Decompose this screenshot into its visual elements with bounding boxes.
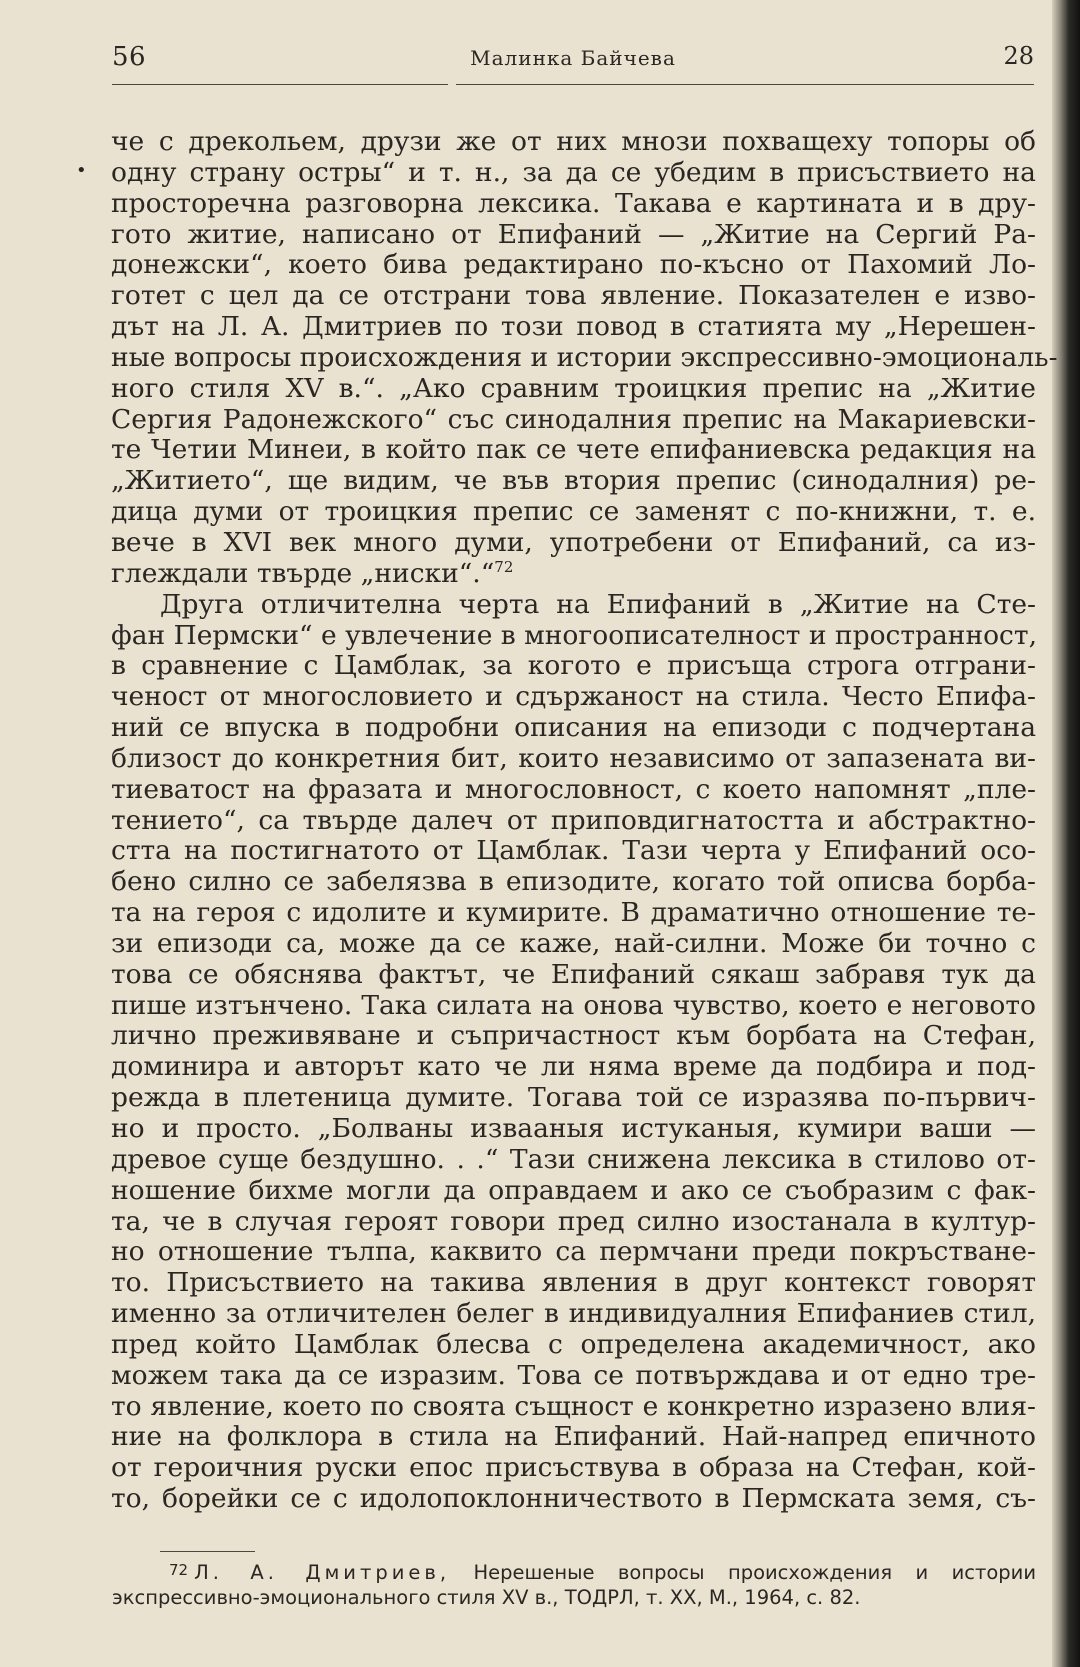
footnote — [112, 1557, 1036, 1611]
text-line-content: та на героя с идолите и кумирите. В драматично отношение те- — [111, 897, 1036, 929]
text-line-content: бено силно се забелязва в епизодите, когато той описва борба- — [111, 866, 1036, 898]
text-line — [111, 806, 1036, 837]
text-line-content: от героичния руски епос присъствува в образа на Стефан, кой- — [111, 1452, 1036, 1484]
text-line-content: ные вопросы происхождения и истории экспрессивно-эмоциональ- — [111, 341, 1058, 373]
text-line-content: то явление, което по своята същност е конкретно изразено влия- — [111, 1390, 1036, 1422]
text-line-content: това се обяснява фактът, че Епифаний сякаш забравя тук да — [111, 958, 1036, 990]
text-line — [111, 341, 1058, 374]
text-line — [111, 713, 1036, 744]
footnote-title: Нерешеные вопросы происхождения и истории — [473, 1561, 1036, 1584]
text-line — [111, 836, 1036, 867]
text-line — [111, 497, 1036, 528]
footnote-line: экспрессивно-эмоционального стиля XV в., ТОДРЛ, т. XX, М., 1964, с. 82. — [112, 1586, 861, 1609]
footnote-rule — [160, 1551, 255, 1552]
text-line-content: пише изтънчено. Така силата на онова чувство, което е неговото — [111, 989, 1036, 1021]
text-line — [111, 158, 1036, 189]
running-head-author: Малинка Байчева — [470, 46, 676, 70]
text-line-content: просторечна разговорна лексика. Такава е картината и в дру- — [111, 187, 1036, 219]
text-line — [111, 559, 1036, 590]
text-line-content: одну страну остры“ и т. н., за да се убедим в присъствието на — [111, 156, 1036, 188]
text-line-content: ний се впуска в подробни описания на епизоди с подчертана — [111, 712, 1036, 744]
text-line — [111, 1114, 1036, 1145]
text-line — [111, 405, 1036, 436]
header-rule-left — [112, 84, 448, 85]
text-line — [111, 528, 1036, 559]
body-text — [111, 126, 1058, 1515]
text-line-content: Друга отличителна черта на Епифаний в „Житие на Сте- — [160, 588, 1036, 620]
text-line-content: дица думи от троицкия препис се заменят с по-книжни, т. е. — [111, 496, 1036, 528]
text-line-content: фан Пермски“ е увлечение в многоописателност и пространност, — [111, 619, 1037, 651]
text-line-content: донежски“, което бива редактирано по-късно от Пахомий Ло- — [111, 249, 1036, 281]
text-line — [111, 1083, 1036, 1114]
text-line — [111, 1207, 1036, 1238]
page-number: 56 — [112, 42, 147, 72]
text-line — [111, 1330, 1036, 1361]
text-line-content: режда в плетеница думите. Тогава той се изразява по-първич- — [111, 1082, 1036, 1114]
text-line — [111, 1422, 1036, 1453]
text-line — [111, 744, 1036, 775]
text-line — [111, 250, 1036, 281]
text-line-content: но и просто. „Болваны извааныя истуканыя, кумири ваши — — [111, 1113, 1036, 1144]
text-line-content: пред който Цамблак блесва с определена академичност, ако — [111, 1328, 1036, 1360]
text-line-content: можем така да се изразим. Това се потвърждава и от едно тре- — [111, 1359, 1036, 1391]
text-line-content: лично преживяване и съпричастност към борбата на Стефан, — [111, 1020, 1036, 1052]
text-line — [111, 1021, 1036, 1052]
text-line — [111, 651, 1036, 682]
text-line — [111, 466, 1036, 497]
text-line — [111, 621, 1036, 652]
header-rule-right — [456, 84, 1034, 85]
text-line-content: те Четии Минеи, в който пак се чете епифаниевска редакция на — [111, 434, 1036, 466]
text-line-content: дът на Л. А. Дмитриев по този повод в статията му „Нерешен- — [111, 311, 1036, 343]
text-line — [111, 898, 1036, 929]
text-line-content: зи епизоди са, може да се каже, най-силни. Може би точно с — [111, 927, 1036, 959]
text-line-content: стта на постигнатото от Цамблак. Тази черта у Епифаний осо- — [111, 835, 1036, 867]
text-line — [111, 775, 1036, 806]
text-line — [111, 991, 1036, 1022]
running-header — [112, 40, 1034, 80]
text-line — [111, 929, 1036, 960]
text-line — [111, 281, 1036, 312]
text-line-content: готет с цел да се отстрани това явление. Показателен е изво- — [111, 280, 1036, 312]
edition-number: 28 — [1003, 42, 1034, 70]
text-line-content: Сергия Радонежского“ със синодалния препис на Макариевски- — [111, 403, 1036, 435]
text-line-content: именно за отличителен белег в индивидуалния Епифаниев стил, — [111, 1298, 1036, 1330]
margin-mark: • — [76, 160, 87, 181]
text-line — [111, 682, 1036, 713]
text-line-content: вече в XVI век много думи, употребени от Епифаний, са из- — [111, 526, 1036, 558]
text-line — [111, 1145, 1036, 1176]
text-line — [111, 220, 1036, 251]
text-line-content: ченост от многословието и сдържаност на стила. Често Епифа- — [111, 681, 1036, 713]
text-line — [111, 1392, 1036, 1423]
text-line — [111, 590, 1036, 621]
footnote-reference: 72 — [494, 557, 514, 576]
text-line — [111, 127, 1036, 158]
text-line-content: та, че в случая героят говори пред силно изостанала в култур- — [111, 1205, 1036, 1237]
text-line-content: то. Присъствието на такива явления в друг контекст говорят — [111, 1267, 1036, 1299]
text-line-content: глеждали твърде „ниски“.“ — [111, 557, 495, 589]
text-line — [111, 1268, 1036, 1299]
text-line-content: гото житие, написано от Епифаний — „Житие на Сергий Ра- — [111, 218, 1036, 250]
text-line — [111, 374, 1036, 405]
text-line — [111, 1052, 1036, 1083]
text-line-content: доминира и авторът като че ли няма време да подбира и под- — [111, 1051, 1036, 1083]
text-line-content: ного стиля XV в.“. „Ако сравним троицкия препис на „Житие — [111, 372, 1036, 404]
text-line-content: в сравнение с Цамблак, за когото е присъща строга отграни- — [111, 650, 1036, 682]
text-line — [111, 867, 1036, 898]
text-line-content: ние на фолклора в стила на Епифаний. Най-напред епичното — [111, 1421, 1036, 1453]
footnote-line — [112, 1557, 1036, 1584]
text-line-content: тиеватост на фразата и многословност, с което напомнят „пле- — [111, 773, 1036, 805]
text-line-content: че с дрекольем, друзи же от них мнози похващеху топоры об — [111, 126, 1036, 157]
text-line — [111, 1453, 1036, 1484]
text-line — [111, 189, 1036, 220]
text-line — [111, 312, 1036, 343]
text-line-content: но отношение тълпа, каквито са пермчани преди покръстване- — [111, 1236, 1036, 1268]
text-line-content: то, борейки се с идолопоклонничеството в Пермската земя, съ- — [111, 1483, 1036, 1515]
text-line-content: близост до конкретния бит, които независимо от запазената ви- — [111, 742, 1036, 774]
text-line — [111, 1361, 1036, 1392]
book-spine-shadow — [1052, 0, 1080, 1667]
text-line — [111, 1484, 1036, 1515]
text-line — [111, 435, 1036, 466]
text-line — [111, 1237, 1036, 1268]
text-line-content: древое суще бездушно. . .“ Тази снижена лексика в стилово от- — [111, 1143, 1036, 1175]
text-line-content: „Житието“, ще видим, че във втория препис (синодалния) ре- — [111, 465, 1036, 497]
footnote-author: Л. А. Дмитриев, — [194, 1561, 451, 1584]
footnote-number: 72 — [169, 1561, 189, 1579]
text-line — [111, 1176, 1036, 1207]
text-line — [111, 960, 1036, 991]
text-line-content: тението“, са твърде далеч от приповдигнатостта и абстрактно- — [111, 804, 1036, 836]
text-line-content: ношение бихме могли да оправдаем и ако се съобразим с фак- — [111, 1174, 1036, 1206]
text-line — [111, 1299, 1036, 1330]
